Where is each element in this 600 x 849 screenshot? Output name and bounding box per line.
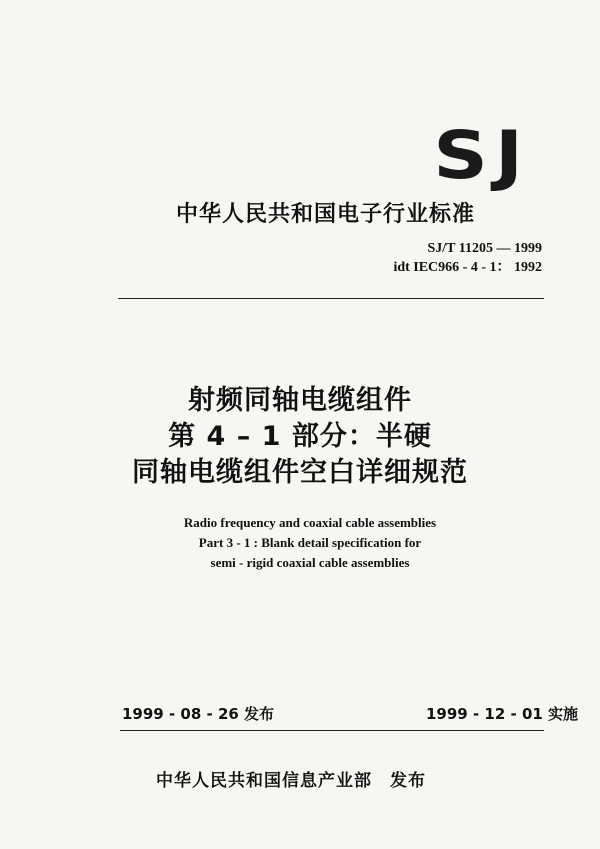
standard-equivalence: idt IEC966 - 4 - 1： 1992 <box>393 260 542 275</box>
publisher-name: 中华人民共和国信息产业部 <box>156 771 372 791</box>
chinese-title-line-3: 同轴电缆组件空白详细规范 <box>132 457 468 488</box>
issue-date: 1999 - 08 - 26 发布 <box>122 705 275 723</box>
standard-title: 中华人民共和国电子行业标准 <box>176 202 476 227</box>
chinese-title-line-2: 第 4 – 1 部分：半硬 <box>168 421 432 452</box>
english-title-line-1: Radio frequency and coaxial cable assemblies <box>183 515 437 530</box>
publisher-line <box>156 770 516 792</box>
standard-code: SJ/T 11205 — 1999 <box>427 241 542 256</box>
english-title-line-2: Part 3 - 1 : Blank detail specification for <box>198 535 422 550</box>
top-divider <box>118 298 544 299</box>
implementation-date: 1999 - 12 - 01 实施 <box>426 705 579 723</box>
bottom-divider <box>120 730 544 731</box>
english-title-line-3: semi - rigid coaxial cable assemblies <box>210 555 410 570</box>
chinese-title-line-1: 射频同轴电缆组件 <box>188 385 412 416</box>
publish-action: 发布 <box>390 771 426 791</box>
sj-logo: SJ <box>433 117 530 194</box>
